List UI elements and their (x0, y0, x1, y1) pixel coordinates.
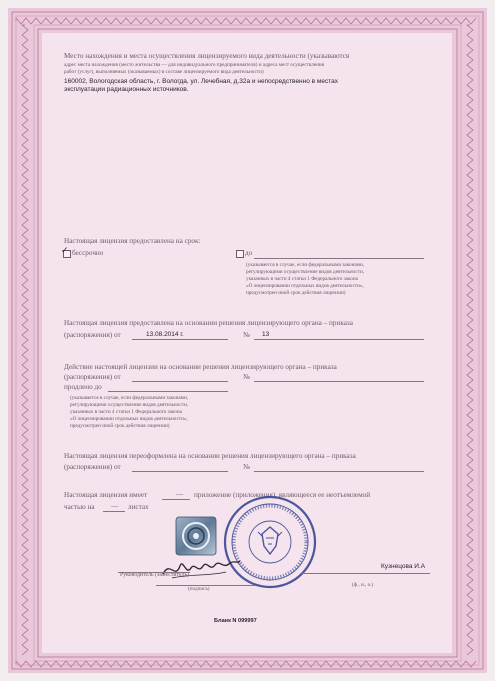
term-note-3: указанных в части 4 статьи 1 Федерального закона (246, 276, 358, 282)
extend-note-4: «О лицензировании отдельных видов деятельности», (70, 416, 188, 422)
annex-dash: — (176, 490, 184, 498)
signature-caption: (подпись) (188, 586, 210, 592)
extend-line-2: (распоряжения) от (64, 373, 121, 381)
annex-line-1a: Настоящая лицензия имеет (64, 491, 148, 499)
extend-date-underline (132, 381, 228, 382)
grant-number: 13 (262, 331, 270, 338)
until-underline (254, 258, 424, 259)
hologram-sticker-icon (175, 516, 217, 556)
grant-line-2: (распоряжения) от (64, 331, 121, 339)
annex-line-2b: листах (128, 503, 149, 511)
grant-date-underline (132, 339, 228, 340)
checkmark-icon: ✓ (61, 246, 69, 256)
reissue-date-underline (132, 471, 228, 472)
place-header-line-2: адрес места нахождения (место жительства — для индивидуального предпринимателя) и адреса мест осуществления (64, 62, 325, 68)
reissue-line-2: (распоряжения) от (64, 463, 121, 471)
term-label: Настоящая лицензия предоставлена на срок: (64, 237, 201, 245)
indefinite-label: бессрочно (72, 249, 104, 257)
term-note-1: (указывается в случае, если федеральными законами, (246, 262, 365, 268)
extend-note-2: регулирующими осуществление видов деятельности, (70, 402, 189, 408)
signatory-name: Кузнецова И.А (381, 563, 426, 570)
place-header-line-3: работ (услуг), выполняемых (оказываемых) в составе лицензируемого вида деятельности) (64, 69, 264, 75)
reissue-num-underline (254, 471, 424, 472)
grant-date: 13.08.2014 г. (146, 331, 184, 338)
address-line-2: эксплуатации радиационных источников. (64, 86, 189, 93)
extend-num-label: № (243, 373, 250, 381)
name-caption: (ф., и., о.) (352, 582, 374, 588)
annex-count-underline (162, 499, 190, 500)
grant-num-label: № (243, 331, 250, 339)
annex-line-2a: частью на (64, 503, 95, 511)
annex-sheets-underline (103, 511, 125, 512)
extend-num-underline (254, 381, 424, 382)
extend-line-1: Действие настоящей лицензии на основании решения лицензирующего органа – приказа (64, 363, 337, 371)
extend-until-underline (108, 391, 228, 392)
annex-dash-2: — (111, 502, 119, 510)
address-line-1: 160002, Вологодская область, г. Вологда, ул. Лечебная, д.32а и непосредственно в местах (64, 78, 339, 85)
form-number: Бланк N 099997 (214, 618, 257, 624)
until-label: до (245, 249, 253, 257)
name-underline (300, 573, 430, 574)
term-note-2: регулирующими осуществление видов деятельности, (246, 269, 365, 275)
term-note-5: предусмотрен иной срок действия лицензии) (246, 290, 346, 296)
annex-line-1b: приложение (приложения), являющееся ее неотъемлемой (194, 491, 371, 499)
grant-num-underline (254, 339, 424, 340)
signature-icon (160, 552, 242, 584)
reissue-line-1: Настоящая лицензия переоформлена на основании решения лицензирующего органа – приказа (64, 452, 356, 460)
extend-note-1: (указывается в случае, если федеральными законами, (70, 395, 189, 401)
place-header-line-1: Место нахождения и места осуществления лицензируемого вида деятельности (указываются (64, 52, 350, 60)
grant-line-1: Настоящая лицензия предоставлена на основании решения лицензирующего органа – приказа (64, 319, 353, 327)
extend-note-5: предусмотрен иной срок действия лицензии) (70, 423, 170, 429)
reissue-num-label: № (243, 463, 250, 471)
position-caption: Руководитель (заместитель) (120, 572, 190, 578)
term-note-4: «О лицензировании отдельных видов деятельности», (246, 283, 364, 289)
until-checkbox (236, 250, 244, 258)
extend-line-3: продлено до (64, 383, 102, 391)
extend-note-3: указанных в части 4 статьи 1 Федерального закона (70, 409, 182, 415)
